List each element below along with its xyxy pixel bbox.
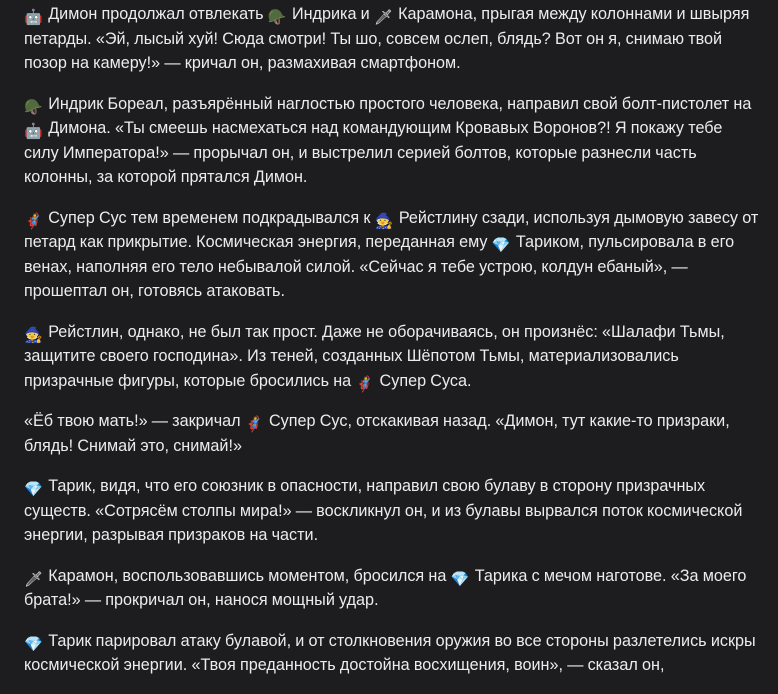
- message-paragraph: [24, 474, 759, 548]
- message-text: Карамон, воспользовавшись моментом, бросился на: [44, 566, 451, 585]
- message-text: Тарика с мечом наготове. «За моего брата!» — прокричал он, нанося мощный удар.: [24, 566, 747, 609]
- gem-stone-emoji-icon: 💎: [24, 480, 43, 498]
- message-text: Тарик парировал атаку булавой, и от столкновения оружия во все стороны разлетелись искры космической энергии. «Твоя преданность достойна восхищения, воин», — сказал он,: [24, 631, 756, 674]
- military-helmet-emoji-icon: 🪖: [24, 97, 43, 116]
- message-text: Индрик Бореал, разъярённый наглостью простого человека, направил свой болт-пистолет на: [44, 94, 752, 113]
- mage-emoji-icon: 🧙: [24, 325, 43, 344]
- superhero-emoji-icon: 🦸: [244, 415, 264, 433]
- robot-emoji-icon: 🤖: [24, 122, 43, 140]
- message-text: Рейстлин, однако, не был так прост. Даже не оборачиваясь, он произнёс: «Шалафи Тьмы, защитите своего господина». Из теней, созданных Шёпотом Тьмы, материализовались призрачные фигуры, которые бросились на: [24, 322, 725, 390]
- message-text: Тарик, видя, что его союзник в опасности, направил свою булаву в сторону призрачных существ. «Сотрясём столпы мира!» — воскликнул он, и из булавы вырвался поток космической энергии, разрывая призраков на части.: [24, 477, 743, 544]
- dagger-emoji-icon: 🗡: [373, 8, 393, 26]
- message-paragraph: [24, 92, 759, 190]
- message-text: «Ёб твою мать!» — закричал: [24, 412, 245, 430]
- military-helmet-emoji-icon: 🪖: [267, 8, 287, 26]
- dagger-emoji-icon: 🗡: [24, 569, 44, 588]
- message-text: Димон продолжал отвлекать: [44, 5, 268, 23]
- superhero-emoji-icon: 🦸: [24, 211, 43, 230]
- message-text: Супер Суса.: [375, 371, 472, 390]
- message-text: Карамона, прыгая между колоннами и швыряя петарды. «Эй, лысый хуй! Сюда смотри! Ты шо, совсем ослеп, блядь? Вот он я, снимаю твой позор на камеру!» — кричал он, размахивая смартфоном.: [24, 5, 750, 72]
- gem-stone-emoji-icon: 💎: [24, 634, 43, 653]
- robot-emoji-icon: 🤖: [24, 8, 43, 26]
- message-paragraph: [24, 564, 759, 613]
- message-paragraph: [24, 2, 759, 76]
- message-paragraph: [24, 629, 759, 678]
- message-text: Тариком, пульсировала в его венах, наполняя его тело небывалой силой. «Сейчас я тебе устрою, колдун ебаный», — прошептал он, готовясь атаковать.: [24, 233, 735, 300]
- message-paragraph: [24, 320, 759, 394]
- message-paragraph: [24, 206, 759, 304]
- gem-stone-emoji-icon: 💎: [491, 236, 511, 254]
- message-text: Димона. «Ты смеешь насмехаться над командующим Кровавых Воронов?! Я покажу тебе силу Императора!» — прорычал он, и выстрелил серией болтов, которые разнесли часть колонны, за которой прятался Димон.: [24, 119, 723, 186]
- message-text: Рейстлину сзади, используя дымовую завесу от петард как прикрытие. Космическая энергия, переданная ему: [24, 208, 759, 251]
- gem-stone-emoji-icon: 💎: [450, 569, 470, 588]
- mage-emoji-icon: 🧙: [374, 211, 394, 230]
- message-text: Индрика и: [287, 5, 374, 23]
- message-text: Супер Сус тем временем подкрадывался к: [44, 208, 375, 227]
- message-paragraph: [24, 409, 759, 458]
- chat-message-body: [24, 2, 759, 694]
- message-text: Супер Сус, отскакивая назад. «Димон, тут какие-то призраки, блядь! Снимай это, снимай!»: [24, 412, 730, 455]
- superhero-emoji-icon: 🦸: [355, 374, 375, 393]
